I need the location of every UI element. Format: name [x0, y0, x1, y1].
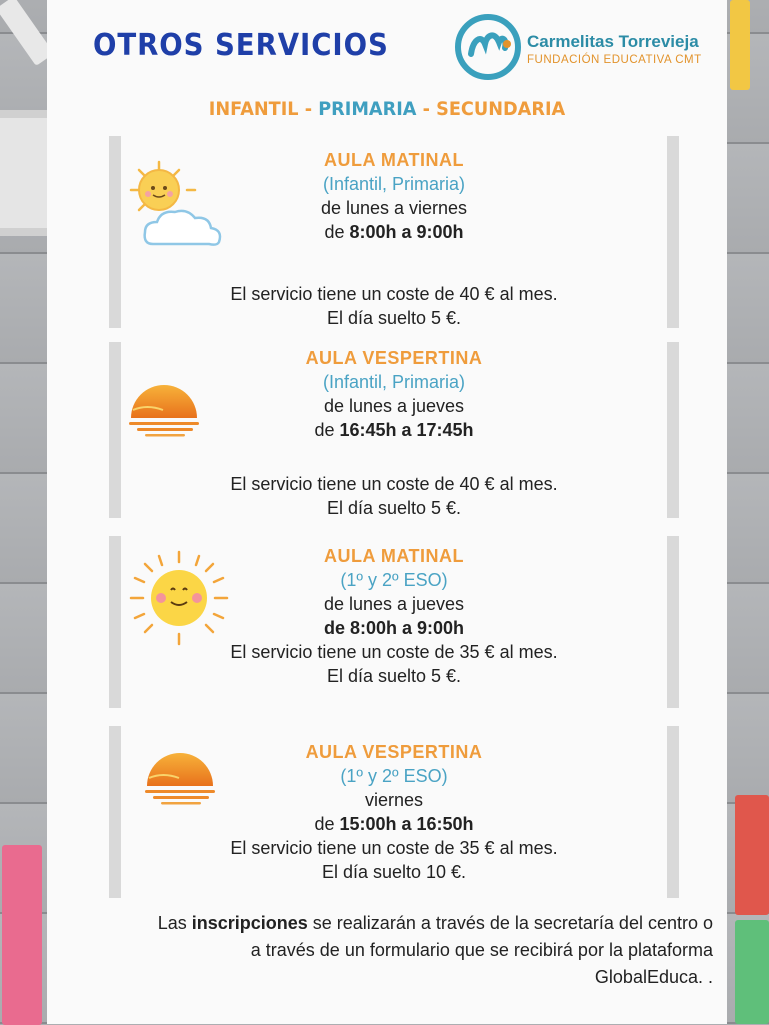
card-border-right: [667, 342, 679, 518]
card-border-left: [109, 342, 121, 518]
service-days: viernes: [364, 790, 424, 810]
service-time: [139, 220, 649, 244]
service-day-price: El día suelto 5 €.: [326, 498, 462, 518]
service-text: [139, 148, 649, 330]
service-time: [139, 616, 649, 640]
service-card: [109, 136, 679, 328]
service-card: [109, 536, 679, 708]
service-cost: El servicio tiene un coste de 35 € al mes.: [230, 838, 558, 858]
footer-line-1: [61, 910, 713, 937]
card-border-left: [109, 136, 121, 328]
service-title: AULA MATINAL: [324, 546, 464, 566]
background-crayon-pink: [2, 845, 42, 1025]
service-day-price: El día suelto 5 €.: [326, 308, 462, 328]
service-text: [139, 544, 649, 688]
school-levels: [71, 98, 703, 120]
service-time-prefix: de: [314, 814, 340, 834]
card-border-left: [109, 536, 121, 708]
service-day-price: El día suelto 5 €.: [326, 666, 462, 686]
service-cost: El servicio tiene un coste de 40 € al mes.: [230, 474, 558, 494]
page-title: OTROS SERVICIOS: [93, 28, 389, 63]
service-title: AULA VESPERTINA: [305, 348, 483, 368]
card-border-left: [109, 726, 121, 898]
school-logo: [455, 14, 715, 84]
background-pencil-right: [730, 0, 750, 90]
service-levels: (Infantil, Primaria): [322, 372, 466, 392]
service-hours: 16:45h a 17:45h: [339, 420, 474, 440]
service-cost: El servicio tiene un coste de 35 € al mes.: [230, 642, 558, 662]
card-border-right: [667, 536, 679, 708]
service-days: de lunes a jueves: [323, 594, 465, 614]
service-days: de lunes a jueves: [323, 396, 465, 416]
background-crayon-red: [735, 795, 769, 915]
level-separator: -: [416, 98, 437, 120]
service-levels: (1º y 2º ESO): [340, 766, 448, 786]
logo-subtitle: FUNDACIÓN EDUCATIVA CMT: [527, 54, 702, 66]
service-text: [139, 346, 649, 520]
service-title: AULA MATINAL: [324, 150, 464, 170]
card-border-right: [667, 726, 679, 898]
footer-line-2: a través de un formulario que se recibirá por la plataforma: [250, 940, 713, 960]
service-hours: 15:00h a 16:50h: [339, 814, 474, 834]
service-cost: El servicio tiene un coste de 40 € al mes.: [230, 284, 558, 304]
footer-pre: Las: [157, 913, 192, 933]
service-day-price: El día suelto 10 €.: [321, 862, 467, 882]
card-border-right: [667, 136, 679, 328]
level-separator: -: [298, 98, 319, 120]
service-levels: (1º y 2º ESO): [340, 570, 448, 590]
logo-name: Carmelitas Torrevieja: [527, 32, 699, 51]
service-time-prefix: de: [324, 222, 350, 242]
service-time: [139, 812, 649, 836]
service-text: [139, 740, 649, 884]
background-crayon-green: [735, 920, 769, 1024]
service-card: [109, 342, 679, 518]
service-card: [109, 726, 679, 898]
level-secundaria: SECUNDARIA: [436, 98, 566, 120]
level-infantil: INFANTIL: [208, 98, 299, 120]
footer-line1-rest: se realizarán a través de la secretaría del centro o: [307, 913, 713, 933]
service-hours: 8:00h a 9:00h: [349, 222, 464, 242]
service-hours: de 8:00h a 9:00h: [323, 618, 465, 638]
footer-line-3: GlobalEduca. .: [594, 967, 713, 987]
service-title: AULA VESPERTINA: [305, 742, 483, 762]
service-time-prefix: de: [314, 420, 340, 440]
flyer-page: [47, 0, 727, 1024]
service-levels: (Infantil, Primaria): [322, 174, 466, 194]
registration-note: [61, 910, 713, 991]
cmt-logo-icon: [455, 14, 521, 80]
service-time: [139, 418, 649, 442]
background-pencil: [0, 0, 54, 66]
footer-bold: inscripciones: [191, 913, 308, 933]
level-primaria: PRIMARIA: [318, 98, 417, 120]
service-days: de lunes a viernes: [320, 198, 468, 218]
